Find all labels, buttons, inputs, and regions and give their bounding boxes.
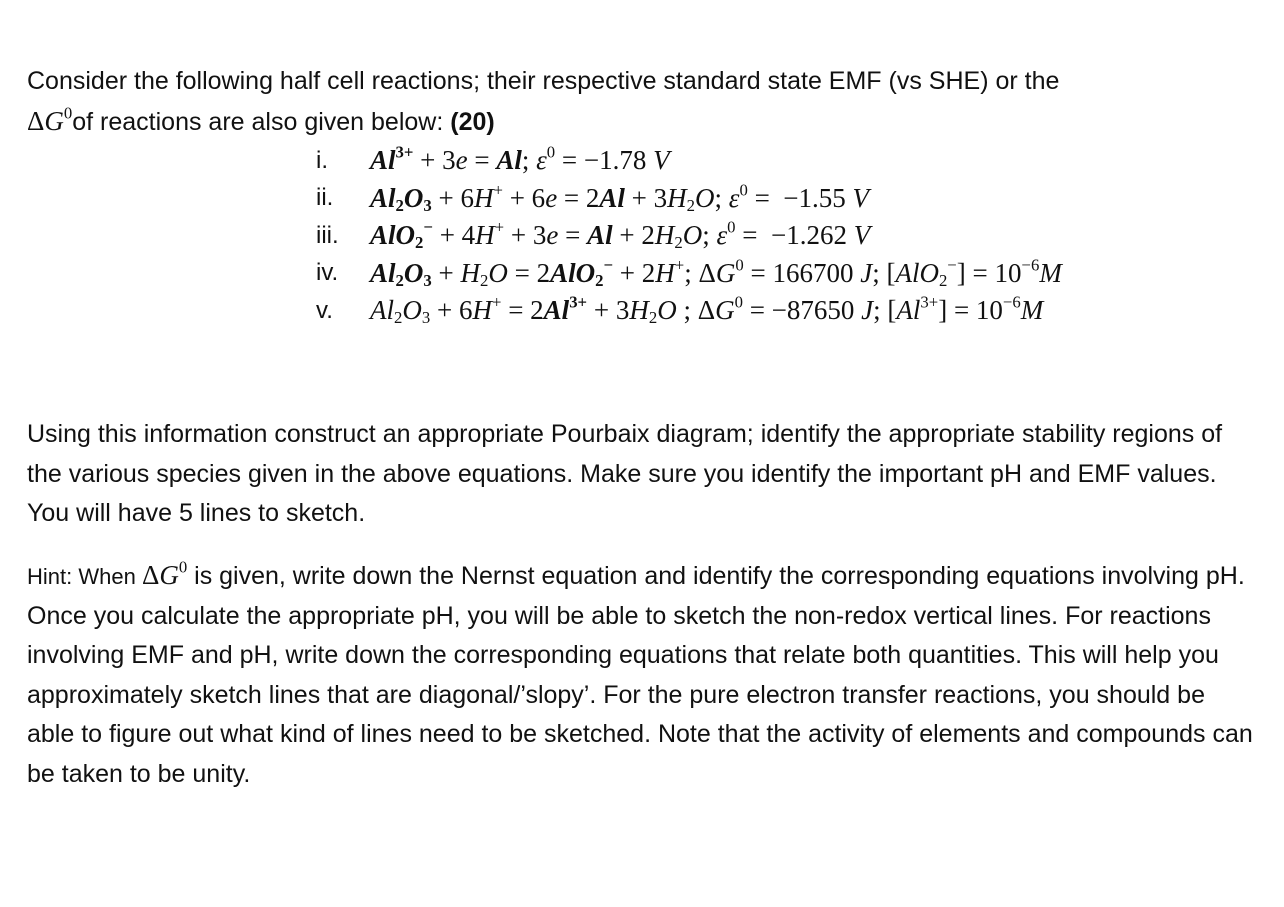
reaction-item: [316, 180, 1256, 218]
reaction-item: [316, 292, 1256, 330]
points-label: (20): [450, 107, 495, 136]
reaction-numeral: i.: [316, 146, 328, 174]
intro-paragraph: [27, 62, 1257, 142]
delta-g-symbol: $\Delta G^0$: [27, 102, 73, 136]
delta-g-superscript: 0: [63, 102, 73, 122]
reaction-equation: $Al_2O_3 + 6H^+ = 2Al^{3+} + 3H_2O$ ; $\Delta G^0 = -87650$ J; $[Al^{3+}] = 10^{-6}M$: [370, 292, 1044, 328]
hint-lead: Hint: When: [27, 564, 142, 589]
task-paragraph: Using this information construct an appropriate Pourbaix diagram; identify the appropriate stability regions of the various species given in the above equations. Make sure you identify the important pH and EMF values. You will have 5 lines to sketch.: [27, 420, 1223, 527]
hint-paragraph: [27, 556, 1257, 794]
hint-delta-g-symbol: $\Delta G^0$: [141, 557, 188, 590]
intro-line-2: of reactions are also given below:: [72, 107, 451, 136]
reaction-numeral: v.: [316, 296, 333, 324]
reaction-equation: $Al_2O_3 + 6H^+ + 6e = 2Al + 3H_2O$; $\varepsilon^0 = -1.55$ V: [370, 180, 870, 215]
hint-text: is given, write down the Nernst equation and identify the corresponding equations involving pH. Once you calculate the appropriate pH, you will be able to sketch the non-redox vertical lines. For reactions involving EMF and pH, write down the corresponding equations that relate both quantities. This will help you approximately sketch lines that are diagonal/’slopy’. For the pure electron transfer reactions, you should be able to figure out what kind of lines need to be sketched. Note that the activity of elements and compounds can be taken to be unity.: [27, 562, 1253, 788]
reaction-list: [316, 142, 1256, 330]
reaction-numeral: iv.: [316, 259, 339, 287]
reaction-equation: $AlO_2^- + 4H^+ + 3e = Al + 2H_2O$; $\varepsilon^0 = -1.262$ V: [370, 217, 871, 253]
reaction-item: [316, 142, 1256, 180]
reaction-numeral: ii.: [316, 184, 334, 212]
reaction-item: [316, 217, 1256, 255]
reaction-numeral: iii.: [316, 221, 339, 249]
intro-line-1: Consider the following half cell reactions; their respective standard state EMF (vs SHE) or the: [27, 67, 1060, 95]
reaction-item: [316, 255, 1256, 293]
reaction-equation: $Al^{3+} + 3e = Al$; $\varepsilon^0 = -1.78$ V: [370, 142, 670, 176]
reaction-equation: $Al_2O_3 + H_2O = 2AlO_2^- + 2H^+$; $\Delta G^0 = 166700$ J; $[AlO_2^-] = 10^{-6}M$: [370, 255, 1062, 290]
